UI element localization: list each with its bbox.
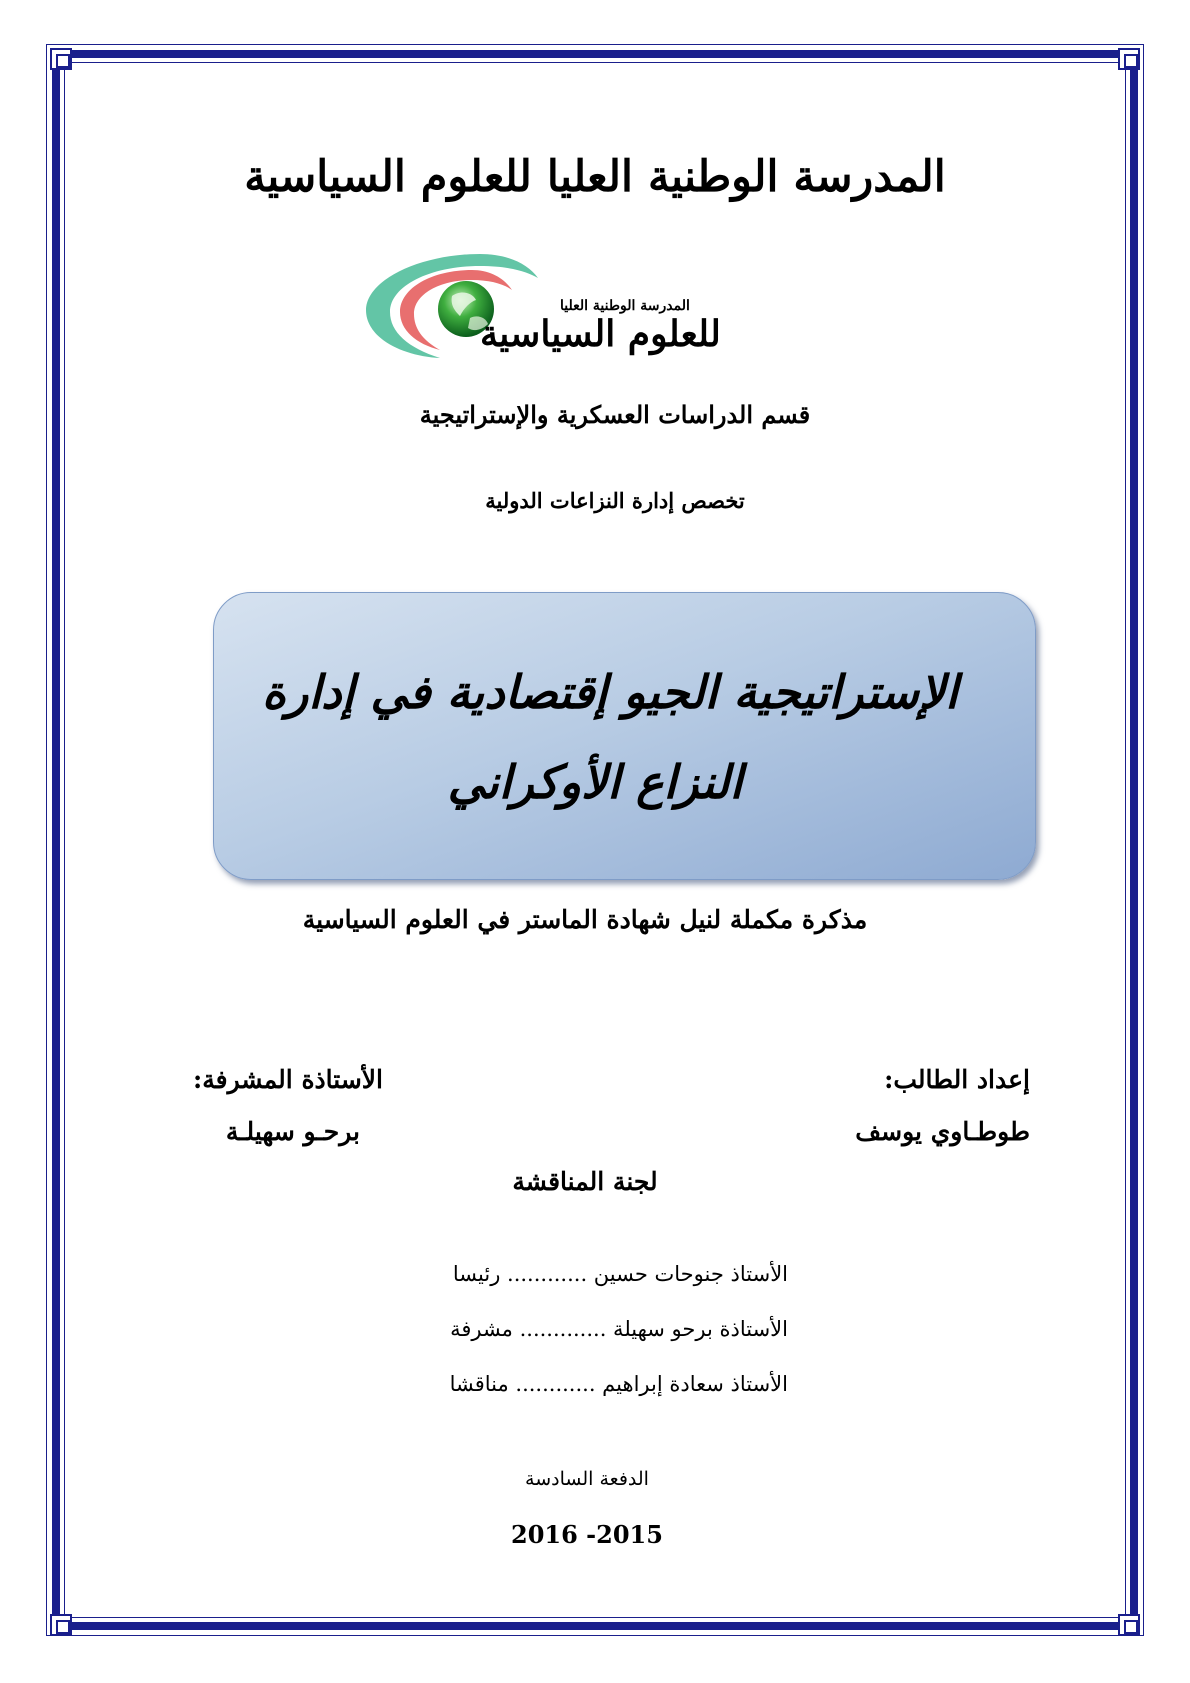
corner-ornament-top-right bbox=[1118, 48, 1140, 70]
department-name: قسم الدراسات العسكرية والإستراتيجية bbox=[419, 400, 811, 429]
prepared-by-label: إعداد الطالب: bbox=[884, 1065, 1030, 1094]
supervisor-label: الأستاذة المشرفة: bbox=[193, 1065, 383, 1094]
committee-member: الأستاذ جنوحات حسين ............ رئيسا bbox=[452, 1262, 788, 1286]
batch-label: الدفعة السادسة bbox=[525, 1468, 649, 1490]
committee-title: لجنة المناقشة bbox=[512, 1167, 658, 1196]
logo-text-large: للعلوم السياسية bbox=[480, 313, 721, 355]
academic-years: 2016 -2015 bbox=[511, 1520, 663, 1549]
corner-ornament-bottom-left bbox=[50, 1614, 72, 1636]
thesis-title-box bbox=[213, 592, 1036, 880]
committee-member: الأستاذ سعادة إبراهيم ............ مناقشا bbox=[449, 1372, 788, 1396]
thesis-subtitle: مذكرة مكملة لنيل شهادة الماستر في العلوم السياسية bbox=[302, 905, 868, 934]
thesis-title-line-1: الإستراتيجية الجيو إقتصادية في إدارة bbox=[262, 665, 958, 719]
school-name: المدرسة الوطنية العليا للعلوم السياسية bbox=[244, 152, 946, 202]
specialization: تخصص إدارة النزاعات الدولية bbox=[485, 488, 745, 513]
student-name: طوطـاوي يوسف bbox=[855, 1117, 1030, 1146]
thesis-title-line-2: النزاع الأوكراني bbox=[447, 755, 743, 809]
committee-member: الأستاذة برحو سهيلة ............. مشرفة bbox=[450, 1317, 788, 1341]
supervisor-name: برحـو سهيلـة bbox=[225, 1117, 360, 1146]
corner-ornament-top-left bbox=[50, 48, 72, 70]
logo-text-small: المدرسة الوطنية العليا bbox=[560, 298, 690, 314]
corner-ornament-bottom-right bbox=[1118, 1614, 1140, 1636]
